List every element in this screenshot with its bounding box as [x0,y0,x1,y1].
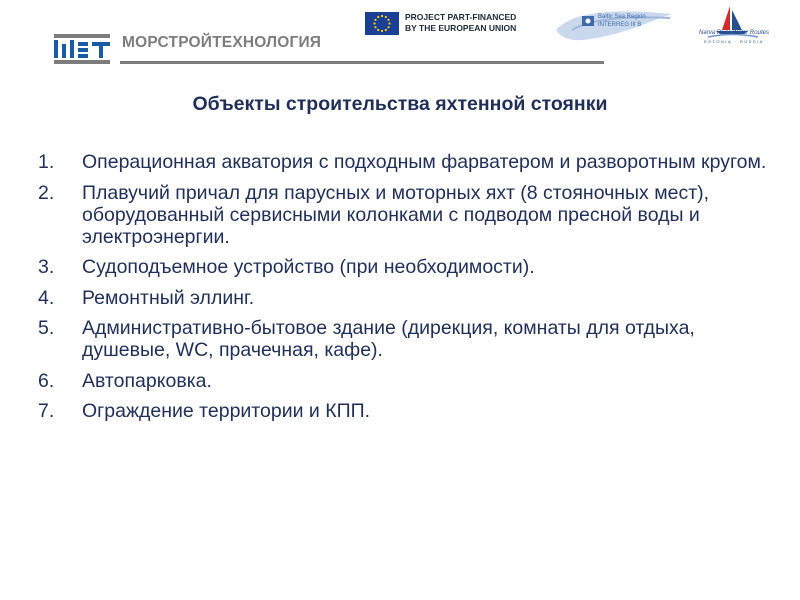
interreg-line1: Baltic Sea Region [598,14,646,20]
list-item-number: 3. [38,256,55,278]
list-item-number: 4. [38,286,55,309]
list-item [38,370,768,392]
list-item-number: 1. [38,151,55,173]
list-item-number: 6. [38,369,55,392]
eu-caption-line2: BY THE EUROPEAN UNION [405,23,517,33]
list-item-text: Ограждение территории и КПП. [82,400,371,422]
eu-flag-icon [365,12,399,35]
list-item-text: Судоподъемное устройство (при необходимости). [82,256,535,278]
list-item [38,287,768,309]
interreg-line2: INTERREG III B [598,22,642,28]
list-item-number: 2. [38,181,55,204]
list-item-number: 7. [38,400,55,422]
list-item [38,317,768,361]
narva-logo-subtext: ESTONIA · RUSSIA [704,39,764,44]
list-item-text: Операционная акватория с подходным фарватером и разворотным кругом. [82,151,767,173]
slide-title: Объекты строительства яхтенной стоянки [192,93,608,115]
facility-list [38,151,768,431]
list-item-text: Ремонтный эллинг. [82,286,255,309]
list-item-number: 5. [38,317,55,339]
list-item [38,256,768,278]
header-divider [120,61,604,64]
list-item-text: Плавучий причал для парусных и моторных яхт (8 стояночных мест), оборудованный сервисными колонками с подводом пресной воды и электроэнергии. [82,181,710,248]
list-item [38,400,768,422]
mst-logo-icon [54,34,110,64]
list-item [38,151,768,173]
list-item-text: Автопарковка. [82,369,212,392]
list-item-text: Административно-бытовое здание (дирекция, комнаты для отдыха, душевые, WC, прачечная, кафе). [82,317,695,361]
list-item [38,182,768,248]
eu-caption-line1: PROJECT PART-FINANCED [405,12,517,22]
interreg-caption [598,13,646,29]
company-name: МОРСТРОЙТЕХНОЛОГИЯ [122,34,322,51]
eu-financing-caption [405,12,516,34]
narva-logo-text: Narva River Water Routes [699,30,769,36]
